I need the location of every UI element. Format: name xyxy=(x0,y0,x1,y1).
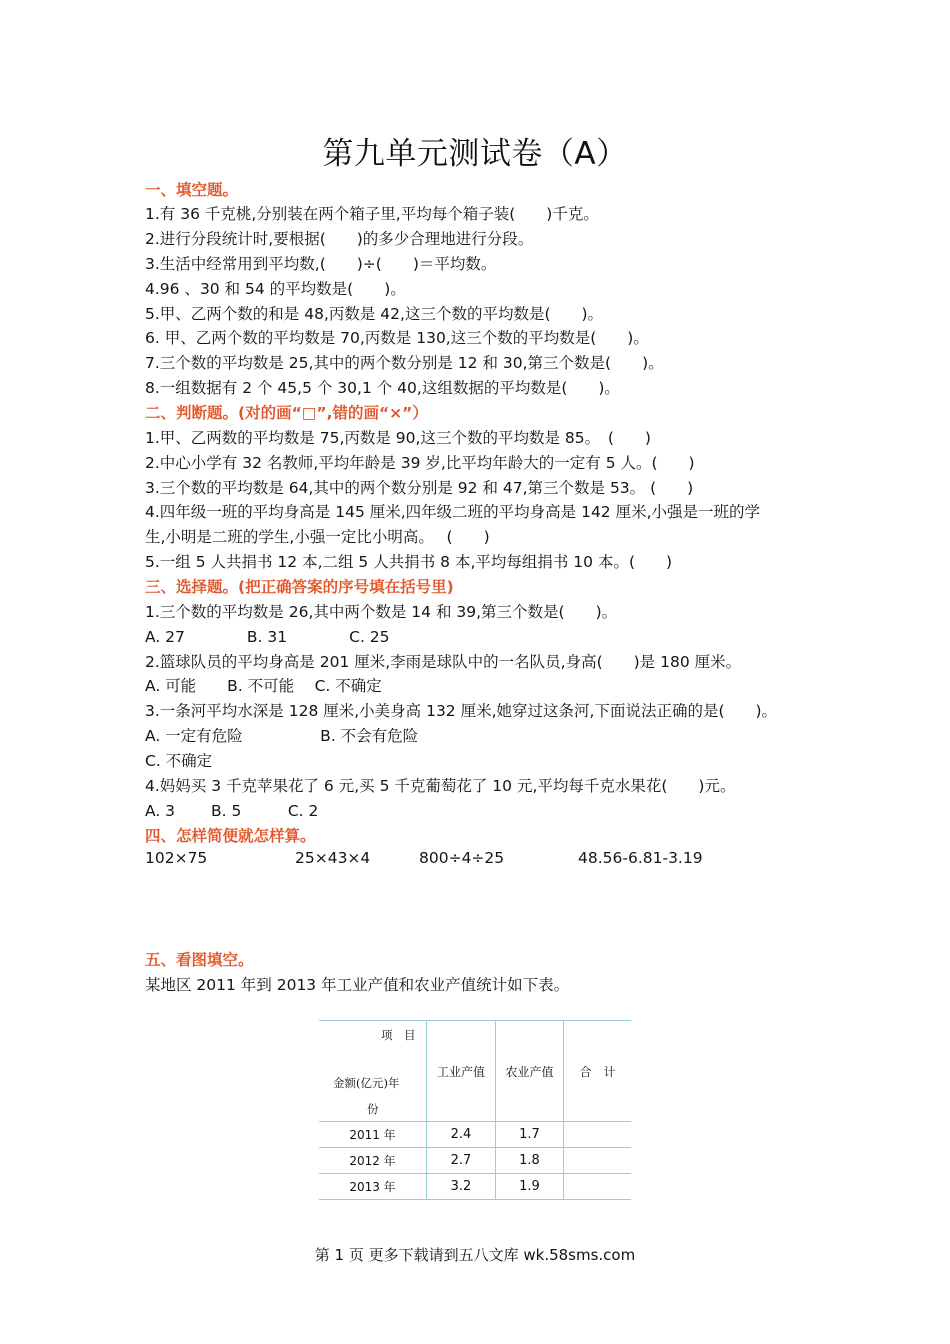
row-year: 2011 年 xyxy=(319,1122,427,1148)
fill-question-7: 7.三个数的平均数是 25,其中的两个数分别是 12 和 30,第三个数是( )。 xyxy=(145,354,664,372)
row-agriculture: 1.7 xyxy=(496,1122,564,1148)
choice-question-3: 3.一条河平均水深是 128 厘米,小美身高 132 厘米,她穿过这条河,下面说法正确的是( )。 xyxy=(145,702,778,720)
section-fill-heading: 一、填空题。 xyxy=(145,181,239,199)
fill-question-1: 1.有 36 千克桃,分别装在两个箱子里,平均每个箱子装( )千克。 xyxy=(145,205,599,223)
row-total[interactable] xyxy=(564,1174,632,1200)
choice-question-1: 1.三个数的平均数是 26,其中两个数是 14 和 39,第三个数是( )。 xyxy=(145,603,618,621)
fill-question-5: 5.甲、乙两个数的和是 48,丙数是 42,这三个数的平均数是( )。 xyxy=(145,305,604,323)
choice-question-2: 2.篮球队员的平均身高是 201 厘米,李雨是球队中的一名队员,身高( )是 180 厘米。 xyxy=(145,653,742,671)
choice-options-2: A. 可能 B. 不可能 C. 不确定 xyxy=(145,677,382,695)
table-header-row xyxy=(319,1021,631,1122)
fill-question-4: 4.96 、30 和 54 的平均数是( )。 xyxy=(145,280,406,298)
corner-label-item: 项 目 xyxy=(381,1028,416,1042)
table-row xyxy=(319,1148,631,1174)
column-header-agriculture: 农业产值 xyxy=(496,1021,564,1122)
choice-options-4: A. 3 B. 5 C. 2 xyxy=(145,802,319,820)
fill-question-3: 3.生活中经常用到平均数,( )÷( )＝平均数。 xyxy=(145,255,497,273)
section-judge-heading: 二、判断题。(对的画“□”,错的画“×”） xyxy=(145,404,428,422)
row-industry: 3.2 xyxy=(427,1174,496,1200)
calc-expression-4: 48.56-6.81-3.19 xyxy=(578,849,703,867)
calc-expression-3: 800÷4÷25 xyxy=(419,849,505,867)
section-choice-heading: 三、选择题。(把正确答案的序号填在括号里) xyxy=(145,578,454,596)
page-title: 第九单元测试卷（A） xyxy=(322,136,628,172)
row-agriculture: 1.8 xyxy=(496,1148,564,1174)
table-row xyxy=(319,1122,631,1148)
fill-question-2: 2.进行分段统计时,要根据( )的多少合理地进行分段。 xyxy=(145,230,534,248)
calc-expression-1: 102×75 xyxy=(145,849,208,867)
row-industry: 2.7 xyxy=(427,1148,496,1174)
fill-question-6: 6. 甲、乙两个数的平均数是 70,丙数是 130,这三个数的平均数是( )。 xyxy=(145,329,649,347)
calc-expression-2: 25×43×4 xyxy=(295,849,371,867)
row-total[interactable] xyxy=(564,1122,632,1148)
judge-question-3: 3.三个数的平均数是 64,其中的两个数分别是 92 和 47,第三个数是 53。 ( ) xyxy=(145,479,694,497)
row-agriculture: 1.9 xyxy=(496,1174,564,1200)
judge-question-4: 4.四年级一班的平均身高是 145 厘米,四年级二班的平均身高是 142 厘米,小强是一班的学 xyxy=(145,503,761,521)
row-industry: 2.4 xyxy=(427,1122,496,1148)
judge-question-5: 5.一组 5 人共捐书 12 本,二组 5 人共捐书 8 本,平均每组捐书 10 本。( ) xyxy=(145,553,673,571)
corner-label-year: 份 xyxy=(367,1102,379,1116)
column-header-total: 合 计 xyxy=(564,1021,632,1122)
row-year: 2012 年 xyxy=(319,1148,427,1174)
section-table-heading: 五、看图填空。 xyxy=(145,951,254,969)
choice-options-3: A. 一定有危险 B. 不会有危险 xyxy=(145,727,419,745)
page-footer: 第 1 页 更多下载请到五八文库 wk.58sms.com xyxy=(314,1246,636,1264)
column-header-industry: 工业产值 xyxy=(427,1021,496,1122)
choice-question-4: 4.妈妈买 3 千克苹果花了 6 元,买 5 千克葡萄花了 10 元,平均每千克水果花( )元。 xyxy=(145,777,736,795)
fill-question-8: 8.一组数据有 2 个 45,5 个 30,1 个 40,这组数据的平均数是( )。 xyxy=(145,379,620,397)
table-row xyxy=(319,1174,631,1200)
statistics-table xyxy=(319,1020,631,1200)
table-corner-header xyxy=(319,1021,427,1122)
choice-options-1: A. 27 B. 31 C. 25 xyxy=(145,628,390,646)
judge-question-2: 2.中心小学有 32 名教师,平均年龄是 39 岁,比平均年龄大的一定有 5 人。( ) xyxy=(145,454,695,472)
row-year: 2013 年 xyxy=(319,1174,427,1200)
judge-question-1: 1.甲、乙两数的平均数是 75,丙数是 90,这三个数的平均数是 85。 ( ) xyxy=(145,429,651,447)
corner-label-amount: 金额(亿元)年 xyxy=(333,1076,400,1090)
section-calc-heading: 四、怎样简便就怎样算。 xyxy=(145,827,316,845)
row-total[interactable] xyxy=(564,1148,632,1174)
table-intro: 某地区 2011 年到 2013 年工业产值和农业产值统计如下表。 xyxy=(145,976,570,994)
judge-question-4-cont: 生,小明是二班的学生,小强一定比小明高。 ( ) xyxy=(145,528,490,546)
choice-options-3-cont: C. 不确定 xyxy=(145,752,213,770)
